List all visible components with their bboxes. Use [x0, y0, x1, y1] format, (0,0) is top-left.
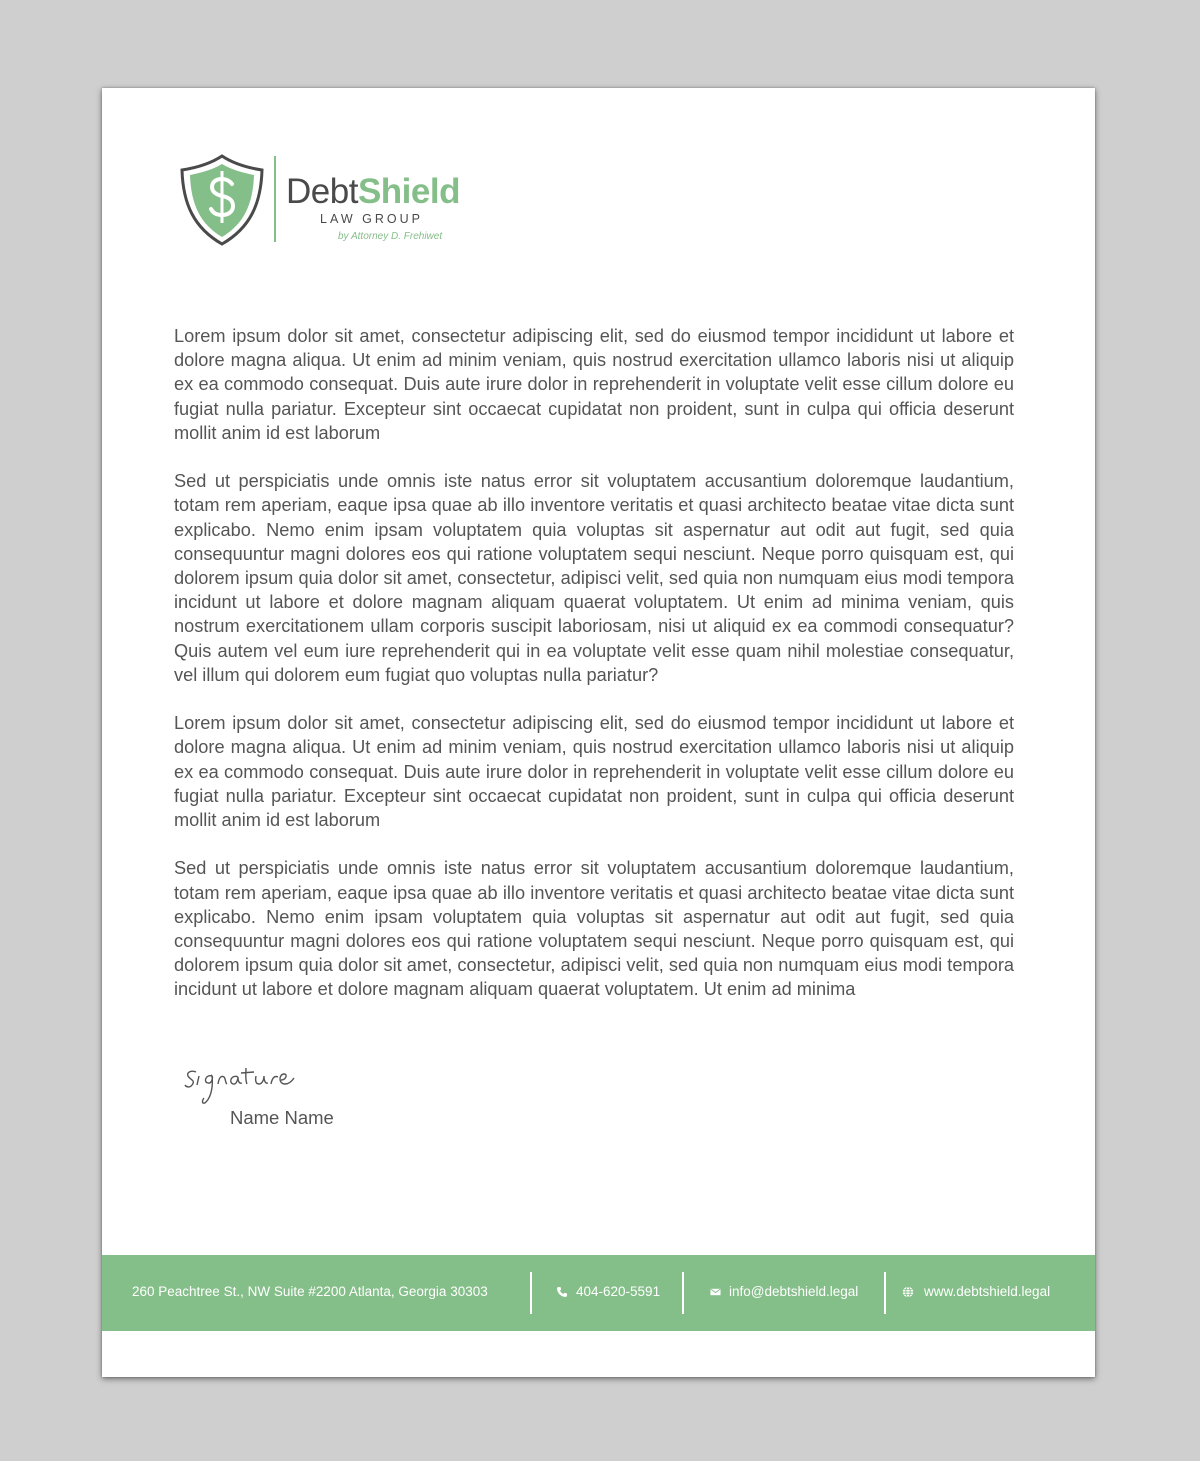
- body-paragraph: Lorem ipsum dolor sit amet, consectetur adipiscing elit, sed do eiusmod tempor incididunt ut labore et dolore magna aliqua. Ut enim ad minim veniam, quis nostrud exercitation ullamco laboris nisi ut aliquip ex ea commodo consequat. Duis aute irure dolor in reprehenderit in voluptate velit esse cillum dolore eu fugiat nulla pariatur. Excepteur sint occaecat cupidatat non proident, sunt in culpa qui officia deserunt mollit anim id est laborum: [174, 326, 1014, 443]
- brand-subtitle: LAW GROUP: [320, 212, 423, 226]
- handwritten-signature: [182, 1058, 372, 1108]
- phone-icon: [556, 1286, 568, 1298]
- body-paragraph: Sed ut perspiciatis unde omnis iste natus error sit voluptatem accusantium doloremque laudantium, totam rem aperiam, eaque ipsa quae ab illo inventore veritatis et quasi architecto beatae vitae dicta sunt explicabo. Nemo enim ipsam voluptatem quia voluptas sit aspernatur aut odit aut fugit, sed quia consequuntur magni dolores eos qui ratione voluptatem sequi nesciunt. Neque porro quisquam est, qui dolorem ipsum quia dolor sit amet, consectetur, adipisci velit, sed quia non numquam eius modi tempora incidunt ut labore et dolore magnam aliquam quaerat voluptatem. Ut enim ad minima veniam, quis nostrum exercitationem ullam corporis suscipit laboriosam, nisi ut aliquid ex ea commodi consequatur? Quis autem vel eum iure reprehenderit qui in ea voluptate velit esse quam nihil molestiae consequatur, vel illum qui dolorem eum fugiat quo voluptas nulla pariatur?: [174, 471, 1014, 685]
- contact-footer: [102, 1255, 1095, 1331]
- footer-separator: [682, 1272, 684, 1314]
- footer-separator: [530, 1272, 532, 1314]
- footer-email-text[interactable]: info@debtshield.legal: [729, 1284, 859, 1299]
- letterhead-page: [102, 88, 1095, 1377]
- footer-email: [710, 1284, 858, 1299]
- body-paragraph: Sed ut perspiciatis unde omnis iste natus error sit voluptatem accusantium doloremque laudantium, totam rem aperiam, eaque ipsa quae ab illo inventore veritatis et quasi architecto beatae vitae dicta sunt explicabo. Nemo enim ipsam voluptatem quia voluptas sit aspernatur aut odit aut fugit, sed quia consequuntur magni dolores eos qui ratione voluptatem sequi nesciunt. Neque porro quisquam est, qui dolorem ipsum quia dolor sit amet, consectetur, adipisci velit, sed quia non numquam eius modi tempora incidunt ut labore et dolore magnam aliquam quaerat voluptatem. Ut enim ad minima: [174, 858, 1014, 1000]
- shield-dollar-icon: [180, 154, 264, 246]
- signatory-name: Name Name: [230, 1107, 334, 1128]
- globe-icon: [902, 1286, 914, 1298]
- body-paragraph: Lorem ipsum dolor sit amet, consectetur adipiscing elit, sed do eiusmod tempor incididunt ut labore et dolore magna aliqua. Ut enim ad minim veniam, quis nostrud exercitation ullamco laboris nisi ut aliquip ex ea commodo consequat. Duis aute irure dolor in reprehenderit in voluptate velit esse cillum dolore eu fugiat nulla pariatur. Excepteur sint occaecat cupidatat non proident, sunt in culpa qui officia deserunt mollit anim id est laborum: [174, 713, 1014, 831]
- footer-phone: [556, 1284, 660, 1299]
- footer-phone-text: 404-620-5591: [576, 1284, 661, 1299]
- brand-byline: by Attorney D. Frehiwet: [338, 231, 443, 242]
- footer-website-text[interactable]: www.debtshield.legal: [924, 1284, 1051, 1299]
- brand-name-debt: Debt: [286, 172, 358, 211]
- footer-website: [902, 1284, 1050, 1299]
- letter-body: [174, 324, 1014, 1026]
- brand-name: [286, 172, 460, 212]
- envelope-icon: [710, 1286, 721, 1298]
- company-logo: [180, 154, 470, 248]
- brand-name-shield: Shield: [357, 172, 460, 211]
- footer-address: [132, 1284, 488, 1299]
- logo-divider: [274, 156, 276, 242]
- footer-address-text: 260 Peachtree St., NW Suite #2200 Atlanta, Georgia 30303: [132, 1284, 488, 1299]
- footer-separator: [884, 1272, 886, 1314]
